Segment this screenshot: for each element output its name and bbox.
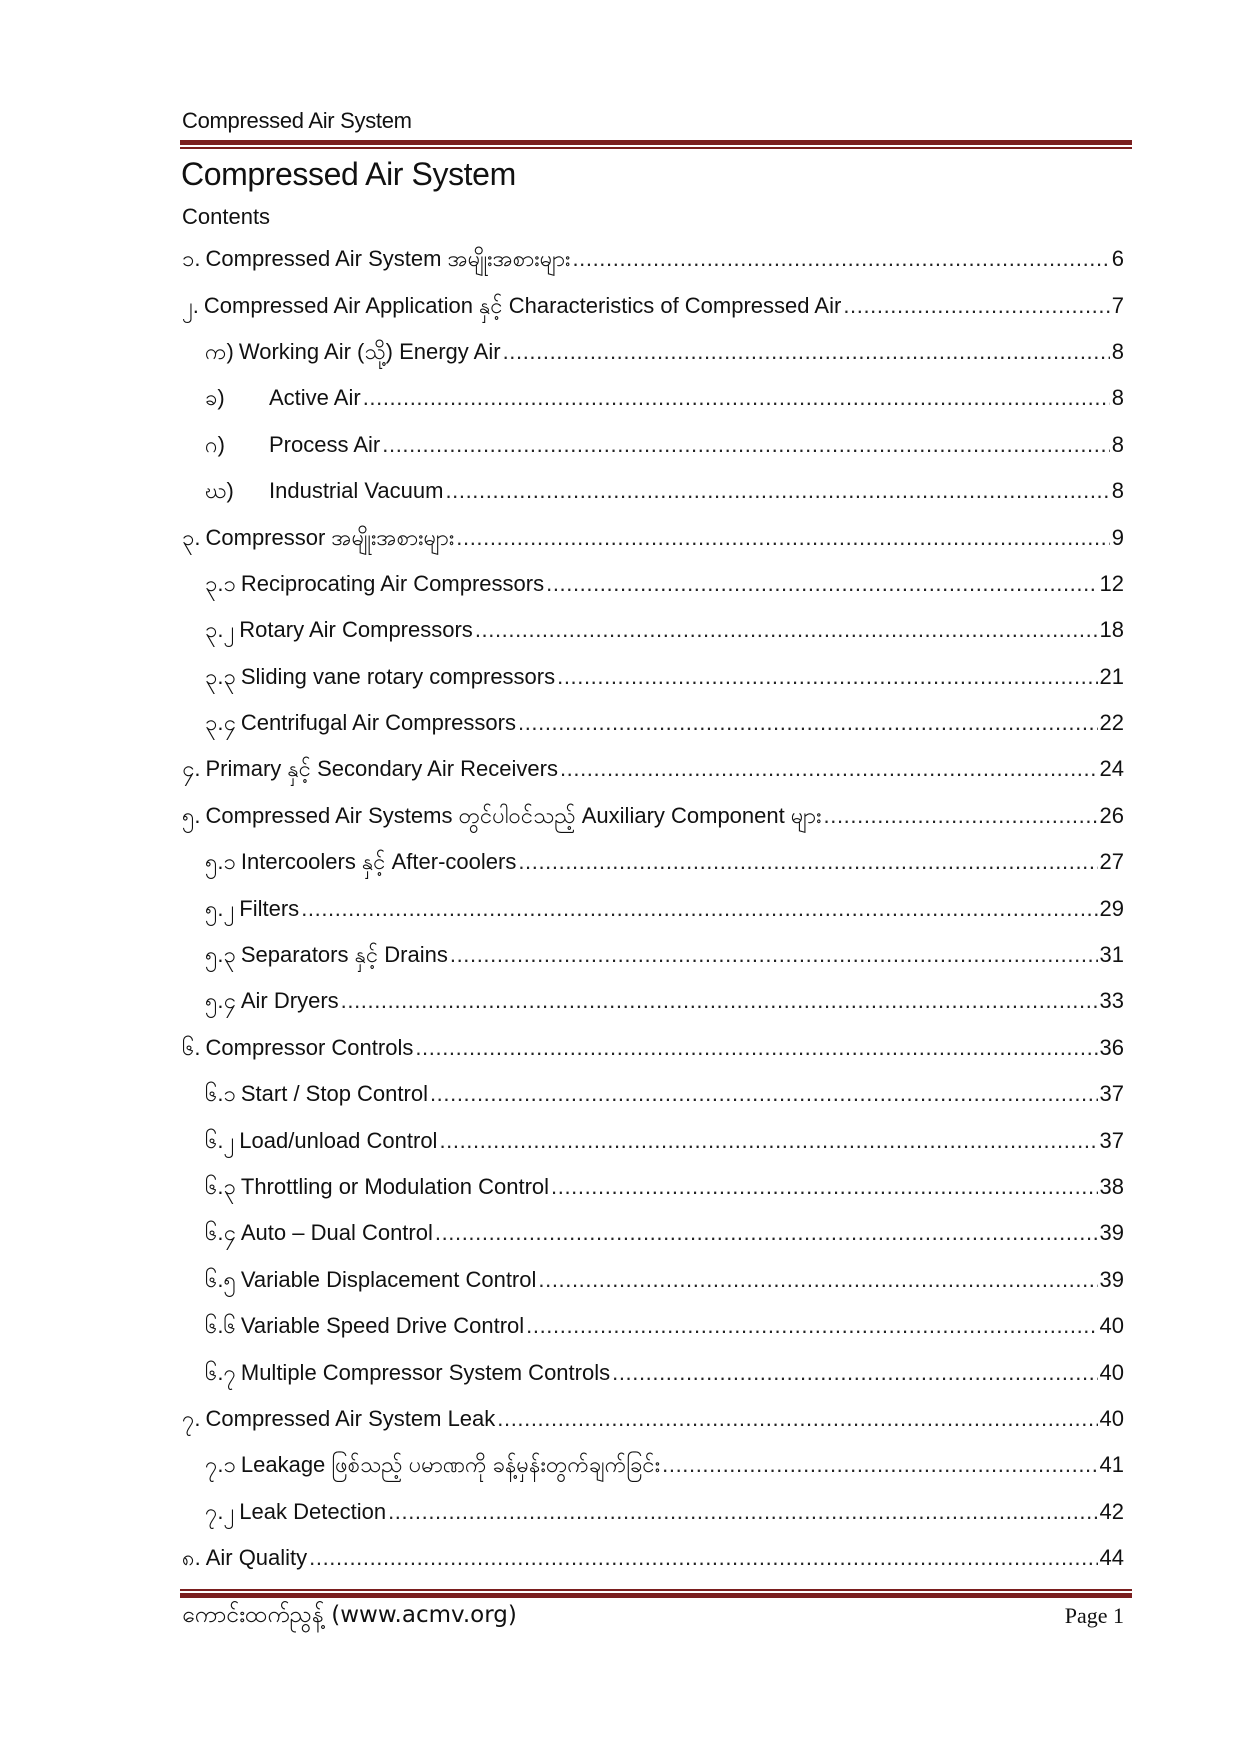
toc-entry-title: Sliding vane rotary compressors xyxy=(240,663,556,689)
toc-entry-number: ၆.၂ xyxy=(205,1127,235,1153)
toc-entry-number: ၃.၃ xyxy=(205,663,236,689)
toc-entry-number: ၅.၁ xyxy=(205,849,236,875)
toc-dot-leader xyxy=(388,1499,1097,1525)
toc-entry-number: ၃.၂ xyxy=(205,617,235,643)
toc-entry-page: 21 xyxy=(1099,663,1124,689)
toc-entry-number: ၇. xyxy=(182,1405,201,1431)
toc-dot-leader xyxy=(612,1360,1097,1386)
toc-entry-number: ၆. xyxy=(182,1034,201,1060)
toc-dot-leader xyxy=(538,1267,1097,1293)
toc-entry-number: ၆.၄ xyxy=(205,1220,236,1246)
toc-entry-title: Compressor အမျိုးအစားများ xyxy=(205,524,455,550)
toc-dot-leader xyxy=(572,246,1109,272)
header-rule-thin xyxy=(180,147,1132,149)
toc-entry[interactable] xyxy=(180,1117,1124,1163)
toc-entry-number: ၃.၄ xyxy=(205,710,236,736)
toc-entry-page: 18 xyxy=(1099,617,1124,643)
toc-entry[interactable] xyxy=(180,932,1124,978)
toc-entry[interactable] xyxy=(180,1489,1124,1535)
toc-dot-leader xyxy=(518,710,1098,736)
toc-entry-title: Compressed Air Systems တွင်ပါဝင်သည့် Auxiliary Component များ xyxy=(205,802,822,828)
toc-dot-leader xyxy=(301,896,1097,922)
toc-entry-title: Reciprocating Air Compressors xyxy=(240,570,545,596)
running-header: Compressed Air System xyxy=(182,108,412,133)
toc-dot-leader xyxy=(439,1128,1097,1154)
toc-entry-number: ၆.၁ xyxy=(205,1081,236,1107)
toc-entry-number: ၆.၆ xyxy=(205,1313,236,1339)
toc-entry-page: 39 xyxy=(1099,1266,1124,1292)
toc-entry-title: Air Dryers xyxy=(240,988,339,1014)
toc-entry[interactable] xyxy=(180,422,1124,468)
toc-entry-title: Compressed Air System Leak xyxy=(205,1405,496,1431)
toc-entry-number: ၅.၄ xyxy=(205,988,236,1014)
toc-entry-number: ၂. xyxy=(182,292,199,318)
toc-entry-number: ၇.၁ xyxy=(205,1452,236,1478)
toc-entry[interactable] xyxy=(180,1349,1124,1395)
toc-entry-title: Compressor Controls xyxy=(205,1034,414,1060)
toc-entry-title: Load/unload Control xyxy=(239,1127,438,1153)
toc-dot-leader xyxy=(430,1081,1098,1107)
toc-entry[interactable] xyxy=(180,885,1124,931)
toc-entry[interactable] xyxy=(180,1303,1124,1349)
footer-rule xyxy=(180,1589,1132,1598)
toc-dot-leader xyxy=(557,664,1097,690)
toc-entry-title: Industrial Vacuum xyxy=(269,478,444,504)
toc-entry-title: Variable Displacement Control xyxy=(240,1266,537,1292)
toc-entry-page: 33 xyxy=(1099,988,1124,1014)
toc-dot-leader xyxy=(560,756,1098,782)
toc-dot-leader xyxy=(824,803,1098,829)
toc-entry-page: 27 xyxy=(1099,849,1124,875)
toc-entry-number: က) xyxy=(205,338,234,364)
toc-entry[interactable] xyxy=(180,514,1124,560)
toc-entry-page: 37 xyxy=(1099,1081,1124,1107)
toc-entry[interactable] xyxy=(180,561,1124,607)
toc-entry[interactable] xyxy=(180,1535,1124,1581)
toc-entry-title: Working Air (သို့) Energy Air xyxy=(238,338,501,364)
toc-dot-leader xyxy=(415,1035,1097,1061)
toc-entry-page: 31 xyxy=(1099,942,1124,968)
toc-entry-number: ၅. xyxy=(182,802,201,828)
toc-entry-title: Throttling or Modulation Control xyxy=(240,1174,550,1199)
toc-entry-page: 22 xyxy=(1099,710,1124,736)
toc-dot-leader xyxy=(341,988,1098,1014)
toc-entry-title: Multiple Compressor System Controls xyxy=(240,1359,611,1385)
toc-entry-title: Start / Stop Control xyxy=(240,1081,428,1107)
toc-entry-title: Primary နှင့် Secondary Air Receivers xyxy=(205,756,558,782)
toc-entry[interactable] xyxy=(180,468,1124,514)
toc-entry-title: Separators နှင့် Drains xyxy=(240,942,448,968)
toc-entry-number: ၃. xyxy=(182,524,201,550)
toc-dot-leader xyxy=(450,942,1098,968)
toc-entry-page: 9 xyxy=(1111,524,1124,550)
toc-entry-title: Leak Detection xyxy=(239,1498,387,1524)
toc-entry-title: Compressed Air System အမျိုးအစားများ xyxy=(205,246,571,272)
toc-entry-page: 8 xyxy=(1111,338,1124,364)
toc-entry[interactable] xyxy=(180,236,1124,282)
toc-entry-page: 36 xyxy=(1099,1034,1124,1060)
toc-entry-title: Auto – Dual Control xyxy=(240,1220,433,1246)
toc-dot-leader xyxy=(503,339,1110,365)
toc-entry-page: 40 xyxy=(1099,1359,1124,1385)
toc-entry-number: ၁. xyxy=(182,246,201,272)
contents-heading: Contents xyxy=(182,204,271,229)
toc-entry-number: ဂ) xyxy=(205,431,225,457)
toc-entry[interactable] xyxy=(180,1257,1124,1303)
toc-entry[interactable] xyxy=(180,1164,1124,1210)
toc-dot-leader xyxy=(551,1174,1097,1200)
toc-dot-leader xyxy=(363,385,1110,411)
header-rule xyxy=(180,140,1132,149)
toc-dot-leader xyxy=(309,1545,1097,1571)
footer-rule-thin xyxy=(180,1589,1132,1591)
toc-entry-page: 29 xyxy=(1099,895,1124,921)
toc-entry-page: 8 xyxy=(1111,385,1124,411)
toc-dot-leader xyxy=(526,1313,1097,1339)
toc-entry-title: Intercoolers နှင့် After-coolers xyxy=(240,849,517,875)
toc-entry-page: 42 xyxy=(1099,1498,1124,1524)
toc-entry-page: 37 xyxy=(1099,1127,1124,1153)
toc-entry[interactable] xyxy=(180,839,1124,885)
toc-entry-page: 12 xyxy=(1099,570,1124,596)
toc-entry-page: 7 xyxy=(1111,292,1124,318)
toc-entry-number: ၈. xyxy=(182,1545,201,1571)
toc-entry[interactable] xyxy=(180,1025,1124,1071)
toc-entry-number: ၃.၁ xyxy=(205,570,236,596)
toc-dot-leader xyxy=(843,293,1109,319)
toc-entry-page: 40 xyxy=(1099,1313,1124,1339)
toc-entry[interactable] xyxy=(180,375,1124,421)
footer-rule-thick xyxy=(180,1593,1132,1598)
toc-entry-title: Filters xyxy=(239,895,300,921)
toc-entry-page: 6 xyxy=(1111,246,1124,272)
toc-entry-page: 8 xyxy=(1111,478,1124,504)
toc-dot-leader xyxy=(445,478,1109,504)
toc-entry-number: ၄. xyxy=(182,756,201,782)
footer-page-number: Page 1 xyxy=(1064,1603,1124,1628)
toc-entry-number: ဃ) xyxy=(205,478,234,504)
toc-entry[interactable] xyxy=(180,700,1124,746)
toc-entry-page: 44 xyxy=(1099,1545,1124,1571)
toc-dot-leader xyxy=(546,571,1097,597)
toc-dot-leader xyxy=(382,432,1109,458)
toc-entry-title: Air Quality xyxy=(205,1545,308,1571)
toc-entry-number: ၆.၇ xyxy=(205,1359,236,1385)
toc-entry-title: Centrifugal Air Compressors xyxy=(240,710,516,736)
toc-dot-leader xyxy=(456,525,1109,551)
toc-entry-number: ခ) xyxy=(205,385,225,411)
toc-entry-title: Active Air xyxy=(269,385,361,411)
toc-entry-title: Compressed Air Application နှင့် Characteristics of Compressed Air xyxy=(203,292,842,318)
toc-entry-page: 38 xyxy=(1099,1174,1124,1199)
toc-entry[interactable] xyxy=(180,1071,1124,1117)
toc-entry[interactable] xyxy=(180,654,1124,700)
toc-entry-number: ၆.၅ xyxy=(205,1266,236,1292)
document-title: Compressed Air System xyxy=(181,156,516,192)
toc-entry-number: ၆.၃ xyxy=(205,1174,236,1199)
toc-entry[interactable] xyxy=(180,1210,1124,1256)
table-of-contents xyxy=(180,236,1124,1581)
toc-entry[interactable] xyxy=(180,1396,1124,1442)
toc-entry-number: ၅.၂ xyxy=(205,895,235,921)
toc-entry[interactable] xyxy=(180,329,1124,375)
toc-entry-title: Process Air xyxy=(269,431,381,457)
toc-dot-leader xyxy=(475,617,1098,643)
toc-entry[interactable] xyxy=(180,746,1124,792)
toc-dot-leader xyxy=(435,1220,1098,1246)
toc-entry-number: ၅.၃ xyxy=(205,942,236,968)
header-rule-thick xyxy=(180,140,1132,145)
toc-entry-page: 40 xyxy=(1099,1405,1124,1431)
toc-dot-leader xyxy=(662,1452,1097,1478)
toc-entry-title: Rotary Air Compressors xyxy=(239,617,473,643)
footer-site: ကောင်းထက်ညွန့် (www.acmv.org) xyxy=(182,1602,517,1628)
toc-entry[interactable] xyxy=(180,978,1124,1024)
toc-entry-page: 26 xyxy=(1099,802,1124,828)
toc-entry-page: 24 xyxy=(1099,756,1124,782)
toc-entry[interactable] xyxy=(180,1442,1124,1488)
toc-entry-page: 39 xyxy=(1099,1220,1124,1246)
toc-entry[interactable] xyxy=(180,793,1124,839)
toc-entry-page: 8 xyxy=(1111,431,1124,457)
toc-dot-leader xyxy=(497,1406,1097,1432)
toc-entry[interactable] xyxy=(180,282,1124,328)
toc-entry[interactable] xyxy=(180,607,1124,653)
toc-entry-number: ၇.၂ xyxy=(205,1498,235,1524)
toc-entry-page: 41 xyxy=(1099,1452,1124,1478)
toc-entry-title: Variable Speed Drive Control xyxy=(240,1313,525,1339)
toc-dot-leader xyxy=(518,849,1097,875)
toc-entry-title: Leakage ဖြစ်သည့် ပမာဏကို ခန့်မှန်းတွက်ချက်ခြင်း xyxy=(240,1452,661,1478)
